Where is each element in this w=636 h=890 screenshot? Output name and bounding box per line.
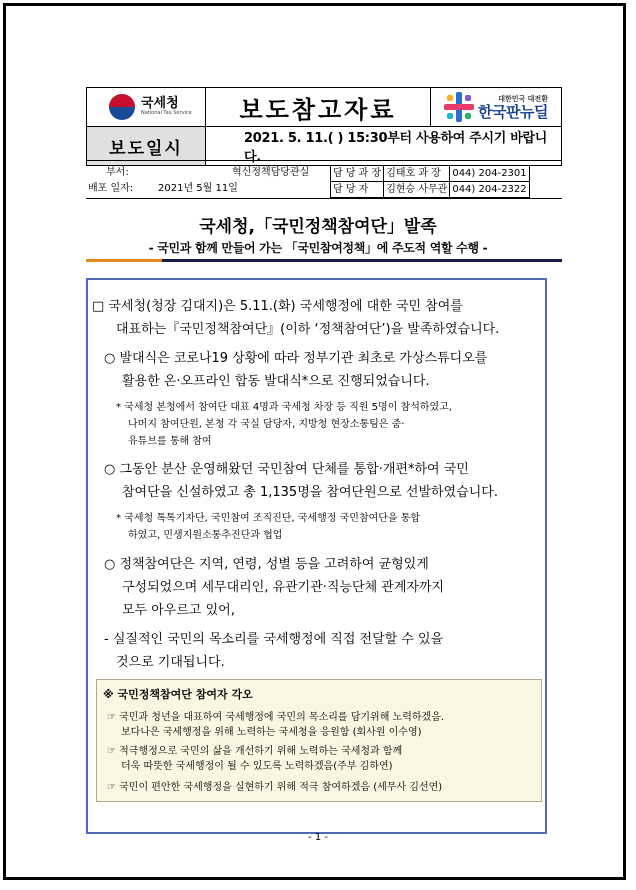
- dept-label: 부서:: [106, 167, 129, 178]
- para3-line2: 참여단을 신설하였고 총 1,135명을 참여단원으로 선발하였습니다.: [122, 485, 498, 500]
- nts-logo-cell: [87, 88, 206, 127]
- quote-item-line: ☞ 국민과 청년을 대표하여 국세행정에 국민의 목소리를 담기위해 노력하겠음.: [107, 712, 445, 723]
- quote-item-line: ☞ 적극행정으로 국민의 삶을 개선하기 위해 노력하는 국세청과 함께: [107, 746, 403, 757]
- org-sub: National Tax Service: [141, 110, 192, 116]
- brand-big-text: 한국판뉴딜: [478, 102, 548, 121]
- contact-role: 담 당 과 장: [331, 166, 384, 182]
- contact-phone: 044) 204-2322: [450, 182, 529, 198]
- quote-item-line: ☞ 국민이 편안한 국세행정을 실현하기 위해 적극 참여하겠음 (세무사 김선연): [107, 782, 443, 793]
- meta-bottom-rule: [86, 198, 562, 199]
- contact-phone: 044) 204-2301: [450, 166, 529, 182]
- quote-item-line: 보다나은 국세행정을 위해 노력하는 국세청을 응원함 (회사원 이수영): [121, 727, 422, 738]
- press-header: [86, 87, 562, 166]
- para2-line2: 활용한 온·오프라인 합동 발대식*으로 진행되었습니다.: [122, 374, 430, 389]
- para1-line1: □ 국세청(청장 김대지)은 5.11.(화) 국세행정에 대한 국민 참여를: [92, 299, 463, 314]
- callout-title: ※ 국민정책참여단 참여자 각오: [103, 688, 253, 701]
- dept-value: 혁신정책담당관실: [232, 167, 310, 178]
- para4-line2: 구성되었으며 세무대리인, 유관기관·직능단체 관계자까지: [122, 580, 445, 595]
- doc-type: 보도참고자료: [206, 88, 431, 127]
- org-name: 국세청: [141, 96, 179, 111]
- note2-line1: * 국세청 톡톡기자단, 국민참여 조직진단, 국세행정 국민참여단을 통합: [116, 513, 421, 524]
- note2-line2: 하였고, 민생지원소통추진단과 협업: [128, 530, 283, 541]
- contact-table: [330, 165, 530, 198]
- quote-item-line: 더욱 따뜻한 국세행정이 될 수 있도록 노력하겠음(주부 김하연): [121, 761, 393, 772]
- brand-small-text: 대한민국 대전환: [498, 94, 548, 103]
- new-deal-logo-icon: [444, 92, 474, 122]
- para5-line2: 것으로 기대됩니다.: [116, 655, 225, 670]
- release-label: 보도일시: [87, 127, 206, 166]
- page-subtitle: - 국민과 함께 만들어 가는 「국민참여정책」에 주도적 역할 수행 -: [148, 241, 488, 255]
- contact-row: [331, 166, 530, 182]
- contact-name: 김태호 과 장: [384, 166, 450, 182]
- note1-line1: * 국세청 본청에서 참여단 대표 4명과 국세청 차장 등 직원 5명이 참석하였고,: [116, 402, 453, 413]
- nts-logo: [87, 88, 205, 126]
- contact-row: [331, 182, 530, 198]
- page-number: - 1 -: [308, 832, 328, 843]
- para5-line1: - 실질적인 국민의 목소리를 국세행정에 직접 전달할 수 있을: [104, 632, 444, 647]
- para4-line3: 모두 아우르고 있어,: [122, 603, 235, 618]
- title-rule: [86, 259, 562, 262]
- note1-line3: 유튜브를 통해 참여: [128, 436, 212, 447]
- date-label: 배포 일자:: [88, 183, 134, 194]
- date-value: 2021년 5월 11일: [158, 183, 238, 194]
- new-deal-brand: [431, 88, 562, 127]
- participant-quotes-box: [96, 679, 542, 802]
- note1-line2: 나머지 참여단원, 본청 각 국실 담당자, 지방청 현장소통팀은 줌·: [128, 419, 405, 430]
- para1-line2: 대표하는『국민정책참여단』(이하 ‘정책참여단’)을 발족하였습니다.: [116, 322, 500, 337]
- page-title: 국세청,「국민정책참여단」발족: [199, 217, 437, 237]
- para4-line1: ○ 정책참여단은 지역, 연령, 성별 등을 고려하여 균형있게: [104, 557, 429, 572]
- contact-role: 담 당 자: [331, 182, 384, 198]
- contact-name: 김현승 사무관: [384, 182, 450, 198]
- release-text: 2021. 5. 11.( ) 15:30부터 사용하여 주시기 바랍니다.: [206, 127, 562, 166]
- para3-line1: ○ 그동안 분산 운영해왔던 국민참여 단체를 통합·개편*하여 국민: [104, 462, 469, 477]
- taeguk-emblem-icon: [109, 94, 135, 120]
- para2-line1: ○ 발대식은 코로나19 상황에 따라 정부기관 최초로 가상스튜디오를: [104, 351, 488, 366]
- meta-top-rule: [86, 160, 562, 161]
